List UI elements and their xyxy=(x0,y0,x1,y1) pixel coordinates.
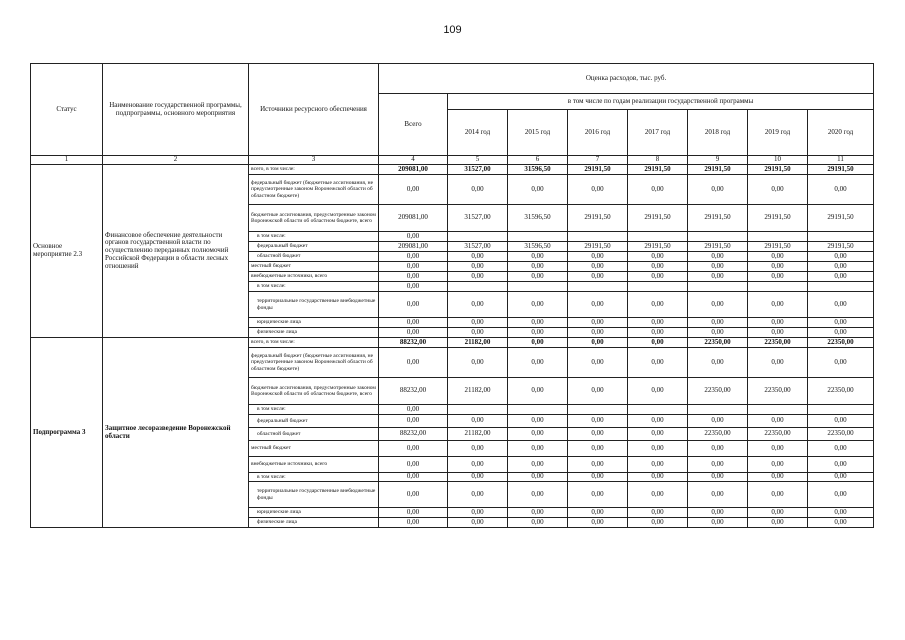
cell-year-value: 0,00 xyxy=(448,348,508,378)
cell-year-value: 0,00 xyxy=(628,262,688,272)
cell-total: 0,00 xyxy=(379,328,448,338)
row-source-label: в том числе: xyxy=(257,473,286,480)
cell-year-value: 29191,50 xyxy=(628,205,688,232)
cell-total: 88232,00 xyxy=(379,428,448,441)
cell-year-value: 29191,50 xyxy=(808,165,874,175)
cell-year-value: 0,00 xyxy=(448,457,508,473)
cell-year-value xyxy=(748,282,808,292)
cell-year-value xyxy=(448,232,508,242)
row-source xyxy=(249,205,379,232)
header-status: Статус xyxy=(31,64,103,156)
cell-year-value: 0,00 xyxy=(628,508,688,518)
cell-year-value xyxy=(508,405,568,415)
cell-year-value: 0,00 xyxy=(748,272,808,282)
cell-year-value: 0,00 xyxy=(748,508,808,518)
row-source xyxy=(249,482,379,508)
cell-year-value: 0,00 xyxy=(508,378,568,405)
column-index: 2 xyxy=(103,156,249,165)
cell-total: 0,00 xyxy=(379,473,448,482)
cell-year-value: 22350,00 xyxy=(688,378,748,405)
cell-year-value: 0,00 xyxy=(568,262,628,272)
cell-year-value: 0,00 xyxy=(688,518,748,528)
cell-year-value: 0,00 xyxy=(568,518,628,528)
cell-year-value: 0,00 xyxy=(508,338,568,348)
cell-year-value: 0,00 xyxy=(808,292,874,318)
row-source-label: местный бюджет xyxy=(251,263,291,270)
cell-year-value: 29191,50 xyxy=(748,205,808,232)
cell-year-value: 0,00 xyxy=(748,318,808,328)
cell-year-value: 22350,00 xyxy=(808,338,874,348)
cell-year-value: 29191,50 xyxy=(628,242,688,252)
cell-year-value: 0,00 xyxy=(748,441,808,457)
cell-year-value: 0,00 xyxy=(808,441,874,457)
column-index: 9 xyxy=(688,156,748,165)
cell-year-value: 0,00 xyxy=(688,457,748,473)
header-year: 2014 год xyxy=(448,110,508,156)
cell-year-value: 0,00 xyxy=(628,328,688,338)
cell-year-value: 0,00 xyxy=(568,378,628,405)
cell-total: 0,00 xyxy=(379,441,448,457)
cell-year-value: 0,00 xyxy=(628,292,688,318)
header-name: Наименование государственной программы, подпрограммы, основного мероприятия xyxy=(103,64,249,156)
row-source xyxy=(249,378,379,405)
cell-year-value: 0,00 xyxy=(748,175,808,205)
cell-year-value: 0,00 xyxy=(508,252,568,262)
cell-year-value: 0,00 xyxy=(628,175,688,205)
cell-year-value: 0,00 xyxy=(808,473,874,482)
header-year: 2016 год xyxy=(568,110,628,156)
cell-year-value: 0,00 xyxy=(808,482,874,508)
cell-year-value: 29191,50 xyxy=(688,242,748,252)
row-source-label: бюджетные ассигнования, предусмотренные законом Воронежской области об областном бюджете, всего xyxy=(251,211,376,224)
row-source xyxy=(249,457,379,473)
header-year: 2019 год xyxy=(748,110,808,156)
row-source-label: местный бюджет xyxy=(251,445,291,452)
row-source-label: в том числе: xyxy=(257,406,286,413)
cell-year-value: 0,00 xyxy=(688,415,748,428)
cell-year-value: 0,00 xyxy=(448,473,508,482)
cell-total: 209081,00 xyxy=(379,205,448,232)
cell-year-value: 0,00 xyxy=(688,348,748,378)
cell-total: 0,00 xyxy=(379,252,448,262)
cell-total: 88232,00 xyxy=(379,338,448,348)
cell-year-value: 0,00 xyxy=(508,175,568,205)
table-body xyxy=(31,165,874,528)
row-source xyxy=(249,262,379,272)
cell-year-value: 0,00 xyxy=(568,508,628,518)
row-source-label: федеральный бюджет (бюджетные ассигнования, не предусмотренные законом Воронежской области об областном бюджете) xyxy=(251,180,374,199)
cell-year-value: 0,00 xyxy=(688,441,748,457)
cell-year-value: 0,00 xyxy=(808,508,874,518)
cell-year-value: 29191,50 xyxy=(568,242,628,252)
row-source-label: федеральный бюджет (бюджетные ассигнования, не предусмотренные законом Воронежской области об областном бюджете) xyxy=(251,353,374,372)
cell-year-value: 22350,00 xyxy=(748,378,808,405)
cell-year-value: 31596,50 xyxy=(508,242,568,252)
cell-year-value xyxy=(748,405,808,415)
cell-year-value: 0,00 xyxy=(628,428,688,441)
cell-year-value: 22350,00 xyxy=(808,378,874,405)
row-source-label: внебюджетные источники, всего xyxy=(251,461,328,468)
cell-year-value: 0,00 xyxy=(508,482,568,508)
row-source-label: в том числе: xyxy=(257,283,286,290)
cell-year-value xyxy=(568,232,628,242)
cell-year-value: 0,00 xyxy=(508,508,568,518)
cell-year-value: 0,00 xyxy=(748,482,808,508)
cell-year-value: 0,00 xyxy=(808,348,874,378)
cell-year-value: 0,00 xyxy=(628,441,688,457)
cell-year-value: 0,00 xyxy=(508,415,568,428)
cell-year-value: 0,00 xyxy=(508,262,568,272)
cell-year-value xyxy=(568,405,628,415)
cell-year-value: 0,00 xyxy=(628,415,688,428)
cell-year-value: 22350,00 xyxy=(748,428,808,441)
row-source-label: юридические лица xyxy=(257,509,301,516)
row-source xyxy=(249,292,379,318)
cell-year-value: 0,00 xyxy=(448,292,508,318)
cell-year-value: 0,00 xyxy=(568,415,628,428)
cell-year-value: 0,00 xyxy=(748,252,808,262)
cell-year-value: 0,00 xyxy=(568,175,628,205)
row-source xyxy=(249,272,379,282)
cell-year-value: 0,00 xyxy=(628,338,688,348)
column-index: 6 xyxy=(508,156,568,165)
row-source-label: федеральный бюджет xyxy=(257,243,308,250)
cell-year-value xyxy=(808,232,874,242)
cell-total: 0,00 xyxy=(379,348,448,378)
row-source-label: внебюджетные источники, всего xyxy=(251,273,328,280)
cell-total: 0,00 xyxy=(379,457,448,473)
cell-year-value: 0,00 xyxy=(628,482,688,508)
row-source xyxy=(249,175,379,205)
row-source xyxy=(249,348,379,378)
cell-year-value: 0,00 xyxy=(628,318,688,328)
column-index: 11 xyxy=(808,156,874,165)
row-source xyxy=(249,518,379,528)
cell-total: 0,00 xyxy=(379,405,448,415)
cell-year-value: 29191,50 xyxy=(568,205,628,232)
row-source-label: юридические лица xyxy=(257,319,301,326)
cell-year-value: 0,00 xyxy=(688,328,748,338)
cell-year-value: 29191,50 xyxy=(688,205,748,232)
cell-total: 209081,00 xyxy=(379,242,448,252)
row-source-label: физические лица xyxy=(257,519,297,526)
table-row xyxy=(31,165,874,175)
cell-year-value: 0,00 xyxy=(448,252,508,262)
column-index: 10 xyxy=(748,156,808,165)
cell-year-value: 0,00 xyxy=(628,252,688,262)
cell-year-value: 0,00 xyxy=(508,518,568,528)
cell-year-value xyxy=(688,282,748,292)
cell-year-value: 0,00 xyxy=(808,175,874,205)
row-source-label: федеральный бюджет xyxy=(257,417,308,424)
cell-year-value: 0,00 xyxy=(568,348,628,378)
cell-year-value: 21182,00 xyxy=(448,338,508,348)
cell-total: 0,00 xyxy=(379,482,448,508)
cell-year-value: 0,00 xyxy=(448,518,508,528)
cell-year-value: 0,00 xyxy=(808,262,874,272)
cell-year-value: 0,00 xyxy=(628,348,688,378)
cell-year-value: 0,00 xyxy=(448,175,508,205)
cell-year-value: 29191,50 xyxy=(808,242,874,252)
cell-year-value: 0,00 xyxy=(688,318,748,328)
cell-year-value: 0,00 xyxy=(448,415,508,428)
cell-year-value: 0,00 xyxy=(748,473,808,482)
row-source xyxy=(249,428,379,441)
cell-year-value: 31527,00 xyxy=(448,165,508,175)
cell-year-value: 21182,00 xyxy=(448,428,508,441)
cell-year-value xyxy=(688,232,748,242)
row-source xyxy=(249,242,379,252)
row-source xyxy=(249,415,379,428)
header-total: Всего xyxy=(379,94,448,156)
cell-year-value: 0,00 xyxy=(688,292,748,318)
cell-total: 0,00 xyxy=(379,262,448,272)
header-year: 2018 год xyxy=(688,110,748,156)
page-number: 109 xyxy=(443,24,462,36)
cell-year-value: 0,00 xyxy=(568,428,628,441)
cell-year-value: 0,00 xyxy=(628,473,688,482)
cell-year-value: 0,00 xyxy=(448,272,508,282)
row-source-label: физические лица xyxy=(257,329,297,336)
budget-table xyxy=(30,63,874,528)
header-year: 2020 год xyxy=(808,110,874,156)
cell-total: 0,00 xyxy=(379,232,448,242)
row-source xyxy=(249,473,379,482)
cell-year-value: 0,00 xyxy=(688,272,748,282)
column-index: 5 xyxy=(448,156,508,165)
column-index: 3 xyxy=(249,156,379,165)
column-index: 8 xyxy=(628,156,688,165)
row-source xyxy=(249,282,379,292)
row-source-label: всего, в том числе: xyxy=(251,339,295,346)
table-row xyxy=(31,338,874,348)
table-header xyxy=(31,64,874,165)
row-source xyxy=(249,252,379,262)
header-by-years: в том числе по годам реализации государственной программы xyxy=(448,94,874,110)
cell-year-value: 0,00 xyxy=(568,292,628,318)
cell-year-value: 22350,00 xyxy=(748,338,808,348)
header-year: 2015 год xyxy=(508,110,568,156)
cell-year-value: 0,00 xyxy=(508,292,568,318)
column-index: 4 xyxy=(379,156,448,165)
cell-year-value: 0,00 xyxy=(508,428,568,441)
cell-year-value xyxy=(508,232,568,242)
cell-total: 0,00 xyxy=(379,292,448,318)
cell-year-value xyxy=(688,405,748,415)
cell-year-value: 22350,00 xyxy=(688,338,748,348)
cell-year-value xyxy=(748,232,808,242)
cell-year-value xyxy=(448,282,508,292)
row-source-label: территориальные государственные внебюджетные фонды xyxy=(257,488,376,501)
cell-year-value: 0,00 xyxy=(808,272,874,282)
cell-year-value: 0,00 xyxy=(448,262,508,272)
row-source xyxy=(249,338,379,348)
cell-year-value: 0,00 xyxy=(688,262,748,272)
cell-year-value: 0,00 xyxy=(628,378,688,405)
cell-year-value: 0,00 xyxy=(748,348,808,378)
cell-year-value: 0,00 xyxy=(448,328,508,338)
cell-year-value: 0,00 xyxy=(508,272,568,282)
cell-year-value: 0,00 xyxy=(508,318,568,328)
cell-year-value: 0,00 xyxy=(448,318,508,328)
cell-year-value: 0,00 xyxy=(568,441,628,457)
cell-year-value: 0,00 xyxy=(748,518,808,528)
row-source xyxy=(249,328,379,338)
cell-year-value: 0,00 xyxy=(568,328,628,338)
column-index: 7 xyxy=(568,156,628,165)
cell-year-value: 0,00 xyxy=(448,508,508,518)
row-source-label: территориальные государственные внебюджетные фонды xyxy=(257,298,376,311)
cell-year-value: 29191,50 xyxy=(568,165,628,175)
header-sources: Источники ресурсного обеспечения xyxy=(249,64,379,156)
cell-year-value: 0,00 xyxy=(508,473,568,482)
cell-year-value: 21182,00 xyxy=(448,378,508,405)
cell-year-value: 29191,50 xyxy=(748,242,808,252)
cell-total: 0,00 xyxy=(379,415,448,428)
cell-total: 0,00 xyxy=(379,318,448,328)
row-source-label: в том числе: xyxy=(257,233,286,240)
cell-year-value xyxy=(808,282,874,292)
cell-year-value: 0,00 xyxy=(508,348,568,378)
cell-year-value: 0,00 xyxy=(808,252,874,262)
cell-year-value: 0,00 xyxy=(748,262,808,272)
cell-year-value xyxy=(628,232,688,242)
cell-year-value: 0,00 xyxy=(688,175,748,205)
column-index-row xyxy=(31,156,874,165)
cell-year-value: 31527,00 xyxy=(448,205,508,232)
row-status: Основное мероприятие 2.3 xyxy=(31,165,103,338)
row-source-label: областной бюджет xyxy=(257,253,301,260)
cell-year-value: 0,00 xyxy=(748,292,808,318)
row-name: Финансовое обеспечение деятельности органов государственной власти по осуществлению переданных полномочий Российской Федерации в области лесных отношений xyxy=(103,165,249,338)
cell-year-value: 0,00 xyxy=(748,457,808,473)
row-source xyxy=(249,318,379,328)
cell-year-value: 0,00 xyxy=(808,457,874,473)
cell-year-value: 0,00 xyxy=(688,508,748,518)
row-source xyxy=(249,508,379,518)
cell-year-value: 0,00 xyxy=(508,441,568,457)
row-source xyxy=(249,405,379,415)
cell-year-value: 0,00 xyxy=(568,473,628,482)
cell-year-value: 29191,50 xyxy=(748,165,808,175)
cell-year-value: 0,00 xyxy=(748,415,808,428)
cell-year-value: 29191,50 xyxy=(628,165,688,175)
cell-year-value: 0,00 xyxy=(628,457,688,473)
cell-year-value: 0,00 xyxy=(808,518,874,528)
cell-year-value: 0,00 xyxy=(808,318,874,328)
cell-year-value: 0,00 xyxy=(568,252,628,262)
cell-year-value xyxy=(568,282,628,292)
cell-year-value xyxy=(508,282,568,292)
cell-year-value: 31596,50 xyxy=(508,205,568,232)
row-status: Подпрограмма 3 xyxy=(31,338,103,528)
header-year: 2017 год xyxy=(628,110,688,156)
cell-year-value: 0,00 xyxy=(448,441,508,457)
cell-total: 88232,00 xyxy=(379,378,448,405)
cell-year-value: 0,00 xyxy=(748,328,808,338)
cell-year-value: 0,00 xyxy=(508,457,568,473)
column-index: 1 xyxy=(31,156,103,165)
row-source-label: всего, в том числе: xyxy=(251,166,295,173)
cell-year-value: 29191,50 xyxy=(808,205,874,232)
header-estimate: Оценка расходов, тыс. руб. xyxy=(379,64,874,94)
row-source-label: бюджетные ассигнования, предусмотренные законом Воронежской области об областном бюджете, всего xyxy=(251,384,376,397)
row-name: Защитное лесоразведение Воронежской области xyxy=(103,338,249,528)
cell-year-value xyxy=(628,282,688,292)
cell-year-value: 0,00 xyxy=(568,482,628,508)
cell-year-value: 0,00 xyxy=(568,457,628,473)
row-source-label: областной бюджет xyxy=(257,430,301,437)
cell-total: 209081,00 xyxy=(379,165,448,175)
cell-year-value: 0,00 xyxy=(808,415,874,428)
cell-year-value xyxy=(628,405,688,415)
cell-year-value: 31527,00 xyxy=(448,242,508,252)
cell-year-value: 0,00 xyxy=(448,482,508,508)
cell-year-value: 0,00 xyxy=(568,272,628,282)
cell-total: 0,00 xyxy=(379,272,448,282)
cell-year-value: 0,00 xyxy=(628,518,688,528)
cell-year-value: 0,00 xyxy=(568,338,628,348)
cell-total: 0,00 xyxy=(379,175,448,205)
cell-year-value: 0,00 xyxy=(808,328,874,338)
row-source xyxy=(249,232,379,242)
cell-total: 0,00 xyxy=(379,508,448,518)
cell-year-value: 0,00 xyxy=(688,482,748,508)
row-source xyxy=(249,165,379,175)
cell-year-value: 22350,00 xyxy=(688,428,748,441)
cell-year-value: 29191,50 xyxy=(688,165,748,175)
cell-total: 0,00 xyxy=(379,518,448,528)
cell-year-value: 0,00 xyxy=(688,473,748,482)
cell-year-value: 0,00 xyxy=(568,318,628,328)
cell-total: 0,00 xyxy=(379,282,448,292)
cell-year-value: 22350,00 xyxy=(808,428,874,441)
row-source xyxy=(249,441,379,457)
cell-year-value: 0,00 xyxy=(628,272,688,282)
cell-year-value xyxy=(448,405,508,415)
cell-year-value: 31596,50 xyxy=(508,165,568,175)
cell-year-value: 0,00 xyxy=(688,252,748,262)
cell-year-value: 0,00 xyxy=(508,328,568,338)
cell-year-value xyxy=(808,405,874,415)
